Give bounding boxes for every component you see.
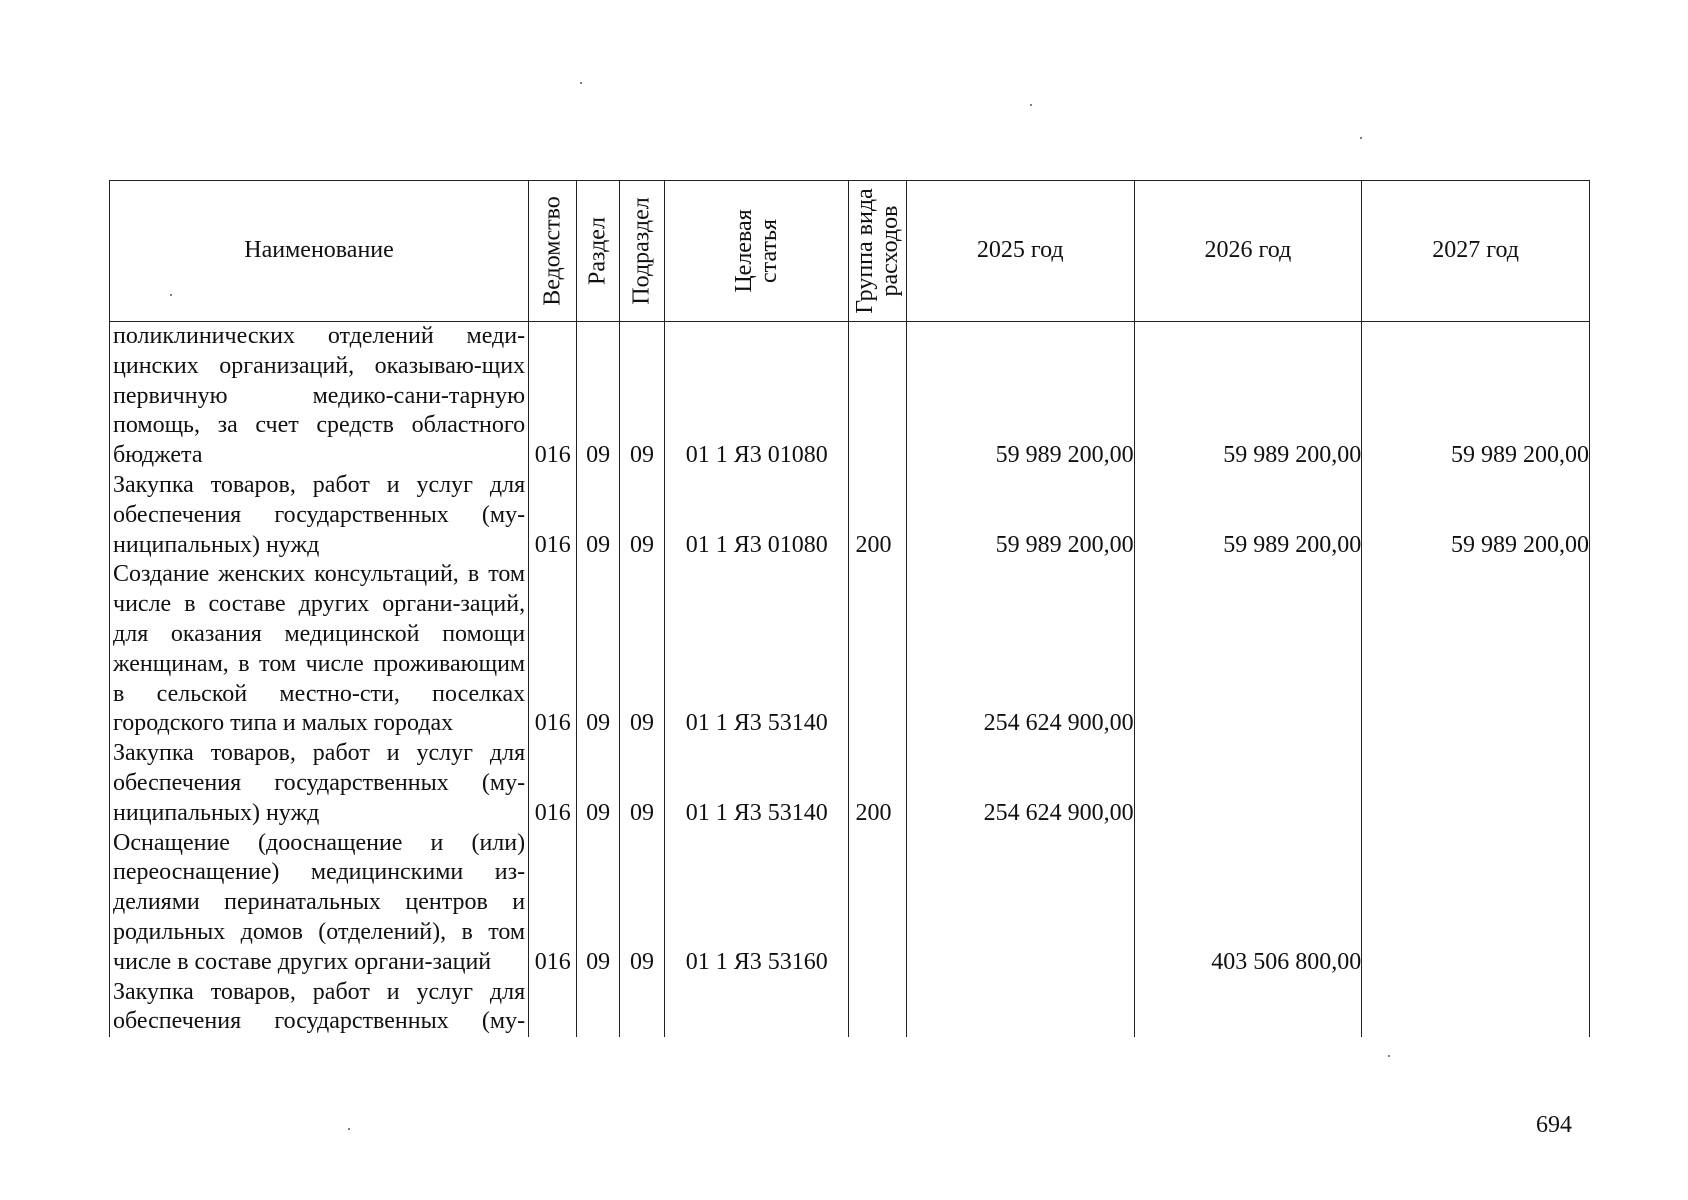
row-section: 09 — [577, 560, 619, 739]
row-target-article: 01 1 Я3 53160 — [665, 829, 849, 978]
header-year-2027-label: 2027 год — [1432, 237, 1520, 264]
row-department — [529, 978, 577, 1038]
row-subsection: 09 — [619, 322, 664, 471]
table-row — [110, 322, 1590, 471]
row-name: Создание женских консультаций, в том числе в составе других органи-заций, для оказания медицинской помощи женщинам, в том числе проживающим в сельской местно-сти, поселках городского типа и малых городах — [110, 560, 529, 739]
row-amount-2025: 254 624 900,00 — [906, 560, 1134, 739]
row-department: 016 — [529, 322, 577, 471]
header-name — [110, 181, 529, 322]
row-name: поликлинических отделений меди-цинских организаций, оказываю-щих первичную медико-сани-тарную помощь, за счет средств областного бюджета — [110, 322, 529, 471]
header-target-article-line1: Целевая — [730, 209, 757, 293]
row-name: Закупка товаров, работ и услуг для обеспечения государственных (му-ниципальных) нужд — [110, 739, 529, 828]
row-amount-2026: 59 989 200,00 — [1134, 322, 1362, 471]
header-section-label: Раздел — [584, 217, 611, 285]
header-year-2027 — [1362, 181, 1590, 322]
header-section — [577, 181, 619, 322]
row-department: 016 — [529, 471, 577, 560]
page-number: 694 — [1536, 1112, 1572, 1138]
row-section: 09 — [577, 829, 619, 978]
header-target-article-label — [732, 209, 782, 292]
scan-speck — [580, 82, 582, 84]
scan-speck — [170, 294, 172, 296]
row-name: Оснащение (дооснащение и (или) переоснащение) медицинскими из-делиями перинатальных центров и родильных домов (отделений), в том числе в составе других органи-заций — [110, 829, 529, 978]
row-section: 09 — [577, 322, 619, 471]
row-amount-2025: 254 624 900,00 — [906, 739, 1134, 828]
row-amount-2027: 59 989 200,00 — [1362, 471, 1590, 560]
row-target-article — [665, 978, 849, 1038]
header-year-2025-label: 2025 год — [976, 237, 1064, 264]
table-row — [110, 978, 1590, 1038]
row-amount-2027 — [1362, 978, 1590, 1038]
row-department: 016 — [529, 829, 577, 978]
budget-table — [109, 180, 1590, 1037]
header-expense-group-line1: Группа вида — [851, 188, 878, 314]
row-name: Закупка товаров, работ и услуг для обеспечения государственных (му-ниципальных) нужд — [110, 471, 529, 560]
row-amount-2026: 403 506 800,00 — [1134, 829, 1362, 978]
row-amount-2025: 59 989 200,00 — [906, 322, 1134, 471]
scan-speck — [1388, 1055, 1390, 1057]
header-expense-group — [849, 181, 906, 322]
header-year-2026-label: 2026 год — [1204, 237, 1292, 264]
row-amount-2026: 59 989 200,00 — [1134, 471, 1362, 560]
row-subsection: 09 — [619, 471, 664, 560]
scan-speck — [1360, 137, 1362, 139]
row-target-article: 01 1 Я3 53140 — [665, 560, 849, 739]
header-subsection-label: Подраздел — [628, 197, 655, 305]
row-target-article: 01 1 Я3 53140 — [665, 739, 849, 828]
header-target-article — [665, 181, 849, 322]
row-amount-2025: 59 989 200,00 — [906, 471, 1134, 560]
scan-speck — [1030, 104, 1032, 106]
row-expense-group — [849, 560, 906, 739]
row-section: 09 — [577, 739, 619, 828]
row-amount-2027 — [1362, 560, 1590, 739]
header-target-article-line2: статья — [755, 219, 782, 283]
row-name: Закупка товаров, работ и услуг для обеспечения государственных (му- — [110, 978, 529, 1038]
row-target-article: 01 1 Я3 01080 — [665, 471, 849, 560]
header-year-2025 — [906, 181, 1134, 322]
row-amount-2027 — [1362, 829, 1590, 978]
row-department: 016 — [529, 739, 577, 828]
row-expense-group: 200 — [849, 471, 906, 560]
header-department-label: Ведомство — [539, 196, 566, 306]
row-section: 09 — [577, 471, 619, 560]
table-row — [110, 739, 1590, 828]
row-expense-group: 200 — [849, 739, 906, 828]
row-amount-2027 — [1362, 739, 1590, 828]
row-expense-group — [849, 829, 906, 978]
header-name-label: Наименование — [244, 237, 394, 264]
header-expense-group-label — [853, 188, 903, 313]
row-target-article: 01 1 Я3 01080 — [665, 322, 849, 471]
budget-sheet — [109, 180, 1590, 1110]
header-expense-group-line2: расходов — [876, 205, 903, 297]
row-amount-2026 — [1134, 739, 1362, 828]
row-expense-group — [849, 978, 906, 1038]
table-row — [110, 560, 1590, 739]
row-amount-2026 — [1134, 978, 1362, 1038]
row-subsection: 09 — [619, 739, 664, 828]
row-department: 016 — [529, 560, 577, 739]
header-year-2026 — [1134, 181, 1362, 322]
scan-speck — [348, 1128, 350, 1130]
header-subsection — [619, 181, 664, 322]
row-section — [577, 978, 619, 1038]
row-amount-2025 — [906, 829, 1134, 978]
row-subsection — [619, 978, 664, 1038]
table-row — [110, 471, 1590, 560]
row-amount-2027: 59 989 200,00 — [1362, 322, 1590, 471]
row-amount-2025 — [906, 978, 1134, 1038]
header-row — [110, 181, 1590, 322]
row-subsection: 09 — [619, 829, 664, 978]
row-subsection: 09 — [619, 560, 664, 739]
row-expense-group — [849, 322, 906, 471]
table-row — [110, 829, 1590, 978]
header-department — [529, 181, 577, 322]
row-amount-2026 — [1134, 560, 1362, 739]
